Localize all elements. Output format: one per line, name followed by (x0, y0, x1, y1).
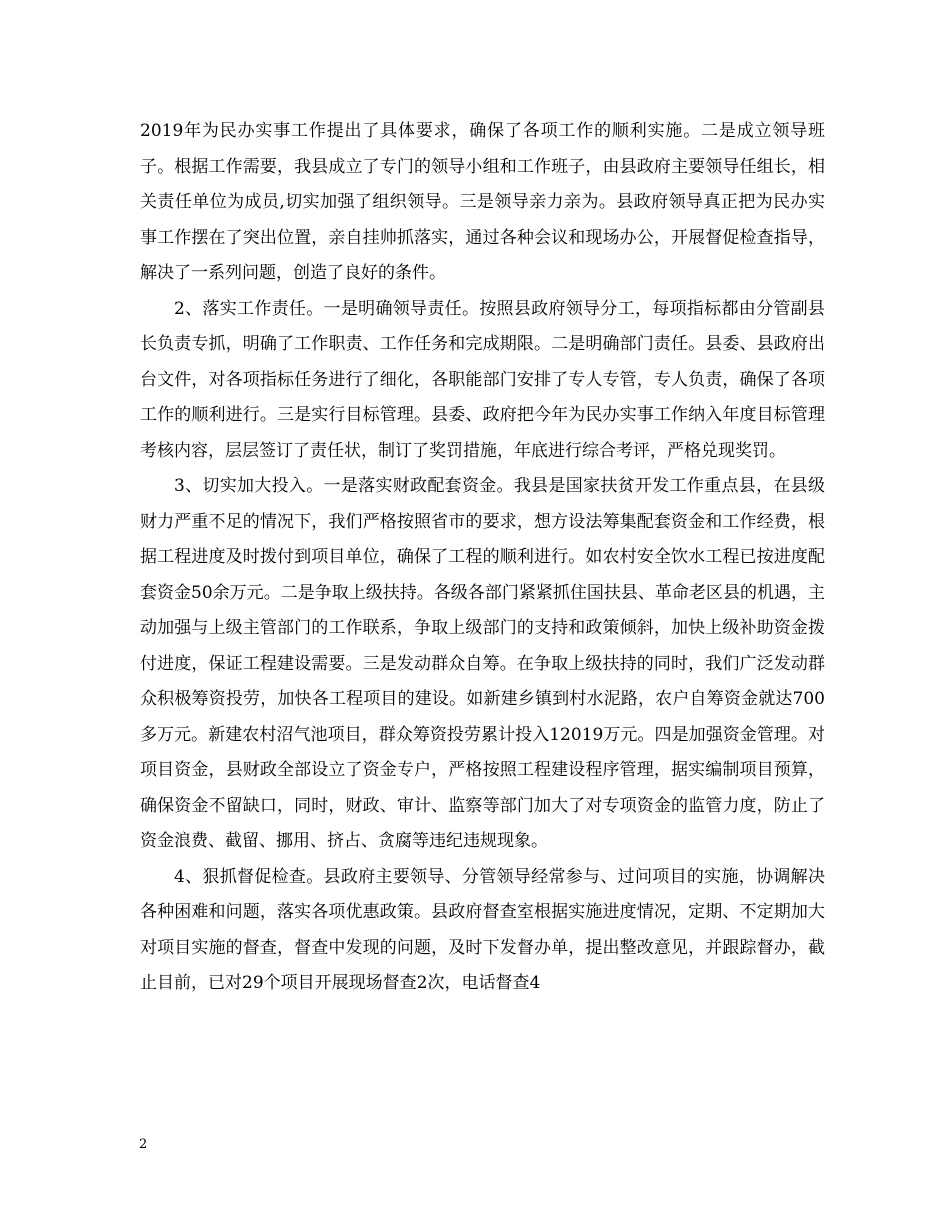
paragraph-supervision: 4、狠抓督促检查。县政府主要领导、分管领导经常参与、过问项目的实施，协调解决各种困难和问题，落实各项优惠政策。县政府督查室根据实施进度情况，定期、不定期加大对项目实施的督查，督查中发现的问题，及时下发督办单，提出整改意见，并跟踪督办，截止目前，已对29个项目开展现场督查2次，电话督查4 (140, 866, 825, 993)
paragraph-investment: 3、切实加大投入。一是落实财政配套资金。我县是国家扶贫开发工作重点县，在县级财力严重不足的情况下，我们严格按照省市的要求，想方设法筹集配套资金和工作经费，根据工程进度及时拨付到项目单位，确保了工程的顺利进行。如农村安全饮水工程已按进度配套资金50余万元。二是争取上级扶持。各级各部门紧紧抓住国扶县、革命老区县的机遇，主动加强与上级主管部门的工作联系，争取上级部门的支持和政策倾斜，加快上级补助资金拨付进度，保证工程建设需要。三是发动群众自筹。在争取上级扶持的同时，我们广泛发动群众积极筹资投劳，加快各工程项目的建设。如新建乡镇到村水泥路，农户自筹资金就达700多万元。新建农村沼气池项目，群众筹资投劳累计投入12019万元。四是加强资金管理。对项目资金，县财政全部设立了资金专户，严格按照工程建设程序管理，据实编制项目预算，确保资金不留缺口，同时，财政、审计、监察等部门加大了对专项资金的监管力度，防止了资金浪费、截留、挪用、挤占、贪腐等违纪违规现象。 (140, 476, 825, 851)
body-text (140, 114, 825, 1002)
paragraph-continuation: 2019年为民办实事工作提出了具体要求，确保了各项工作的顺利实施。二是成立领导班子。根据工作需要，我县成立了专门的领导小组和工作班子，由县政府主要领导任组长，相关责任单位为成员,切实加强了组织领导。三是领导亲力亲为。县政府领导真正把为民办实事工作摆在了突出位置，亲自挂帅抓落实，通过各种会议和现场办公，开展督促检查指导，解决了一系列问题，创造了良好的条件。 (140, 121, 825, 283)
page-number: 2 (139, 1137, 148, 1152)
paragraph-work-responsibility: 2、落实工作责任。一是明确领导责任。按照县政府领导分工，每项指标都由分管副县长负责专抓，明确了工作职责、工作任务和完成期限。二是明确部门责任。县委、县政府出台文件，对各项指标任务进行了细化，各职能部门安排了专人专管，专人负责，确保了各项工作的顺利进行。三是实行目标管理。县委、政府把今年为民办实事工作纳入年度目标管理考核内容，层层签订了责任状，制订了奖罚措施，年底进行综合考评，严格兑现奖罚。 (140, 298, 825, 461)
